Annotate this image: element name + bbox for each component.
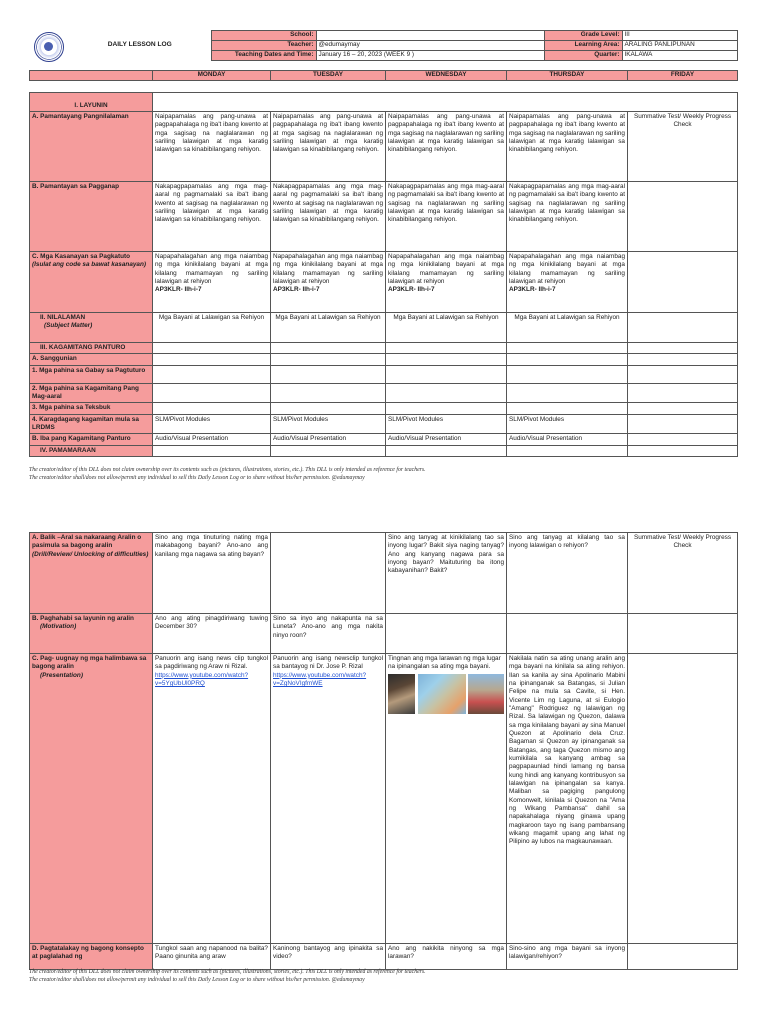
photo-row	[388, 674, 504, 714]
cell-uugnay-thu: Nakilala natin sa ating unang aralin ang mga bayani na kinilala sa ating rehiyon. Ilan sa kanila ay sina Apolinario Mabini na ipinanganak sa Batangas, si Julian Felipe na mula sa Cavite, si Hen. Vicente Lim ng Laguna, at si Eulogio "Amang" Rodriguez ng lalawigan ng Rizal. Sa lalawigan ng Quezon, dalawa sa mga kinilalang bayani ay sina Manuel Quezon at Apolinario dela Cruz. Bagaman si Quezon ay ipinanganak sa Batangas, ang taga Quezon mismo ang kumikilala sa kanyang ambag sa pagpapaunlad hindi lamang ng bansa kung hindi ang kanyang kontribusyon sa lalawigan na ipinangalan sa kanya. Maliban sa pagiging pangulong Komonwelt, kinilala si Quezon na "Ama ng Wikang Pambansa" dahil sa napakahalaga niyang ginawa upang magkaroon tayo ng isang pambansang wikang magamit upang ang lahat ng Pilipino ay lubos na magkaunawaan.	[507, 654, 628, 944]
row-label-pag-uugnay: C. Pag- uugnay ng mga halimbawa sa bagong aralin (Presentation)	[30, 654, 153, 944]
row-label-paghahabi: B. Paghahabi sa layunin ng aralin (Motivation)	[30, 614, 153, 654]
page-two	[0, 505, 768, 1024]
teacher-label: Teacher:	[211, 41, 316, 51]
cell-slm-thu: SLM/Pivot Modules	[507, 414, 628, 434]
cell-talakay-mon: Tungkol saan ang napanood na balita? Paano ginunita ang araw	[153, 944, 271, 970]
cell-a-tue: Naipapamalas ang pang-unawa at pagpapahalaga ng iba't ibang kwento at mga sagisag na naglalarawan ng sariling lalawigan at mga karatig lalawigan sa kinabibilangang rehiyon.	[271, 112, 386, 182]
place-photo-3	[468, 674, 504, 714]
cell-talakay-thu: Sino-sino ang mga bayani sa inyong lalawigan/rehiyon?	[507, 944, 628, 970]
cell-a-thu: Naipapamalas ang pang-unawa at pagpapahalaga ng iba't ibang kwento at mga sagisag na naglalarawan ng sariling lalawigan at mga karatig lalawigan sa kinabibilangang rehiyon.	[507, 112, 628, 182]
youtube-link-tue[interactable]: https://www.youtube.com/watch?v=ZgNoVIgfmWE	[273, 671, 367, 687]
cell-nil-tue: Mga Bayani at Lalawigan sa Rehiyon	[271, 313, 386, 343]
row-label-kasanayan-sub: (Isulat ang code sa bawat kasanayan)	[32, 261, 147, 269]
cell-b-wed: Nakapagpapamalas ang mga mag-aaral ng pagmamalaki sa iba't ibang kwento at sagisag na naglalarawan ng sariling lalawigan at mga karatig lalawigan sa kinabibilangang rehiyon.	[386, 182, 507, 252]
place-photo-2	[418, 674, 466, 714]
grade-label: Grade Level:	[544, 31, 622, 41]
row-label-karagdagang: 4. Karagdagang kagamitan mula sa LRDMS	[30, 414, 153, 434]
section-layunin: I. LAYUNIN	[30, 93, 153, 112]
cell-balik-thu: Sino ang tanyag at kilalang tao sa inyong lalawigan o rehiyon?	[507, 533, 628, 614]
cell-nil-thu: Mga Bayani at Lalawigan sa Rehiyon	[507, 313, 628, 343]
cell-balik-mon: Sino ang mga tinuturing nating mga makabagong bayani? Ano-ano ang kanilang mga nagawa sa ating bayan?	[153, 533, 271, 614]
row-label-kasanayan: C. Mga Kasanayan sa Pagkatuto (Isulat ang code sa bawat kasanayan)	[30, 252, 153, 313]
dates-label: Teaching Dates and Time:	[211, 51, 316, 61]
disclaimer-page-1: The creator/editor of this DLL does not claim ownership over its contents such as (pictures, illustrations, stories, etc.). This DLL is only intended as reference for teachers. The creator/editor shall/does not allow/permit any individual to sell this Daily Lesson Log or to share without his/her permission. @edumaymay	[29, 467, 426, 482]
day-monday: MONDAY	[153, 71, 271, 81]
cell-c-tue: Napapahalagahan ang mga naiambag ng mga kinikilalang bayani at mga kilalang mamamayan ng sariling lalawigan at rehiyon AP3KLR- IIh-i-7	[271, 252, 386, 313]
objectives-table	[29, 92, 738, 457]
row-label-balik-aral: A. Balik –Aral sa nakaraang Aralin o pasimula sa bagong aralin (Drill/Review/ Unlocking of difficulties)	[30, 533, 153, 614]
page-one	[0, 0, 768, 505]
cell-av-mon: Audio/Visual Presentation	[153, 434, 271, 445]
days-header	[29, 70, 738, 81]
youtube-link-mon[interactable]: https://www.youtube.com/watch?v=5YgUbUl0PRQ	[155, 671, 249, 687]
area-label: Learning Area:	[544, 41, 622, 51]
cell-paghahabi-mon: Ano ang ating pinagdiriwang tuwing December 30?	[153, 614, 271, 654]
row-label-kagamitan: III. KAGAMITANG PANTURO	[30, 343, 153, 354]
row-label-pagtatalakay: D. Pagtatalakay ng bagong konsepto at paglalahad ng	[30, 944, 153, 970]
cell-slm-tue: SLM/Pivot Modules	[271, 414, 386, 434]
school-value	[316, 31, 544, 41]
day-friday: FRIDAY	[628, 71, 738, 81]
area-value: ARALING PANLIPUNAN	[622, 41, 737, 51]
cell-b-mon: Nakapagpapamalas ang mga mag-aaral ng pagmamalaki sa iba't ibang kwento at sagisag na naglalarawan ng sariling lalawigan at mga karatig lalawigan sa kinabibilangang rehiyon.	[153, 182, 271, 252]
cell-nil-wed: Mga Bayani at Lalawigan sa Rehiyon	[386, 313, 507, 343]
cell-paghahabi-tue: Sino sa inyo ang nakapunta na sa Luneta? Ano-ano ang mga nakita ninyo roon?	[271, 614, 386, 654]
doc-title: DAILY LESSON LOG	[107, 41, 172, 49]
cell-balik-tue	[271, 533, 386, 614]
cell-av-wed: Audio/Visual Presentation	[386, 434, 507, 445]
dates-value: January 16 – 20, 2023 (WEEK 9 )	[316, 51, 544, 61]
row-label-nilalaman: II. NILALAMAN (Subject Matter)	[30, 313, 153, 343]
row-label-iba-pang: B. Iba pang Kagamitang Panturo	[30, 434, 153, 445]
row-label-gabay: 1. Mga pahina sa Gabay sa Pagtuturo	[30, 365, 153, 383]
cell-talakay-tue: Kaninong bantayog ang ipinakita sa video?	[271, 944, 386, 970]
cell-uugnay-tue: Panuorin ang isang newsclip tungkol sa bantayog ni Dr. Jose P. Rizal https://www.youtube.com/watch?v=ZgNoVIgfmWE	[271, 654, 386, 944]
disclaimer-page-2: The creator/editor of this DLL does not claim ownership over its contents such as (pictures, illustrations, stories, etc.). This DLL is only intended as reference for teachers. The creator/editor shall/does not allow/permit any individual to sell this Daily Lesson Log or to share without his/her permission. @edumaymay	[29, 969, 426, 984]
row-label-pangnilalaman: A. Pamantayang Pangnilalaman	[30, 112, 153, 182]
cell-av-thu: Audio/Visual Presentation	[507, 434, 628, 445]
cell-b-tue: Nakapagpapamalas ang mga mag-aaral ng pagmamalaki sa iba't ibang kwento at sagisag na naglalarawan ng sariling lalawigan at mga karatig lalawigan sa kinabibilangang rehiyon.	[271, 182, 386, 252]
cell-nil-mon: Mga Bayani at Lalawigan sa Rehiyon	[153, 313, 271, 343]
day-tuesday: TUESDAY	[271, 71, 386, 81]
row-label-teksbuk: 3. Mga pahina sa Teksbuk	[30, 403, 153, 414]
cell-talakay-wed: Ano ang nakikita ninyong sa mga larawan?	[386, 944, 507, 970]
cell-a-fri: Summative Test/ Weekly Progress Check	[628, 112, 738, 182]
cell-balik-fri: Summative Test/ Weekly Progress Check	[628, 533, 738, 614]
row-label-pagganap: B. Pamantayan sa Pagganap	[30, 182, 153, 252]
procedure-table	[29, 532, 738, 970]
quarter-label: Quarter:	[544, 51, 622, 61]
cell-a-mon: Naipapamalas ang pang-unawa at pagpapahalaga ng iba't ibang kwento at mga sagisag na naglalarawan ng sariling lalawigan at mga karatig lalawigan sa kinabibilangang rehiyon.	[153, 112, 271, 182]
cell-balik-wed: Sino ang tanyag at kinikilalang tao sa inyong lugar? Bakit siya naging tanyag? Ano ang kanyang nagawa para sa inyong bayan? Maituturing ba itong kabayanihan? Bakit?	[386, 533, 507, 614]
cell-av-tue: Audio/Visual Presentation	[271, 434, 386, 445]
cell-uugnay-mon: Panuorin ang isang news clip tungkol sa pagdiriwang ng Araw ni Rizal. https://www.youtube.com/watch?v=5YgUbUl0PRQ	[153, 654, 271, 944]
grade-value: III	[622, 31, 737, 41]
cell-a-wed: Naipapamalas ang pang-unawa at pagpapahalaga ng iba't ibang kwento at mga sagisag na naglalarawan ng sariling lalawigan at mga karatig lalawigan sa kinabibilangang rehiyon.	[386, 112, 507, 182]
cell-c-thu: Napapahalagahan ang mga naiambag ng mga kinikilalang bayani at mga kilalang mamamayan ng sariling lalawigan at rehiyon AP3KLR- IIh-i-7	[507, 252, 628, 313]
cell-slm-wed: SLM/Pivot Modules	[386, 414, 507, 434]
quarter-value: IKALAWA	[622, 51, 737, 61]
school-label: School:	[211, 31, 316, 41]
place-photo-1	[388, 674, 415, 714]
teacher-value: @edumaymay	[316, 41, 544, 51]
cell-c-wed: Napapahalagahan ang mga naiambag ng mga kinikilalang bayani at mga kilalang mamamayan ng sariling lalawigan at rehiyon AP3KLR- IIh-i-7	[386, 252, 507, 313]
cell-uugnay-wed: Tingnan ang mga larawan ng mga lugar na ipinangalan sa ating mga bayani.	[386, 654, 507, 944]
row-label-pamamaraan: IV. PAMAMARAAN	[30, 445, 153, 456]
cell-b-thu: Nakapagpapamalas ang mga mag-aaral ng pagmamalaki sa iba't ibang kwento at sagisag na naglalarawan ng sariling lalawigan at mga karatig lalawigan sa kinabibilangang rehiyon.	[507, 182, 628, 252]
header-table	[29, 30, 738, 61]
day-thursday: THURSDAY	[507, 71, 628, 81]
cell-c-mon: Napapahalagahan ang mga naiambag ng mga kinikilalang bayani at mga kilalang mamamayan ng sariling lalawigan at rehiyon AP3KLR- IIh-i-7	[153, 252, 271, 313]
row-label-sanggunian: A. Sanggunian	[30, 354, 153, 365]
row-label-kagamitang-mag-aaral: 2. Mga pahina sa Kagamitang Pang Mag-aaral	[30, 383, 153, 403]
day-wednesday: WEDNESDAY	[386, 71, 507, 81]
cell-slm-mon: SLM/Pivot Modules	[153, 414, 271, 434]
